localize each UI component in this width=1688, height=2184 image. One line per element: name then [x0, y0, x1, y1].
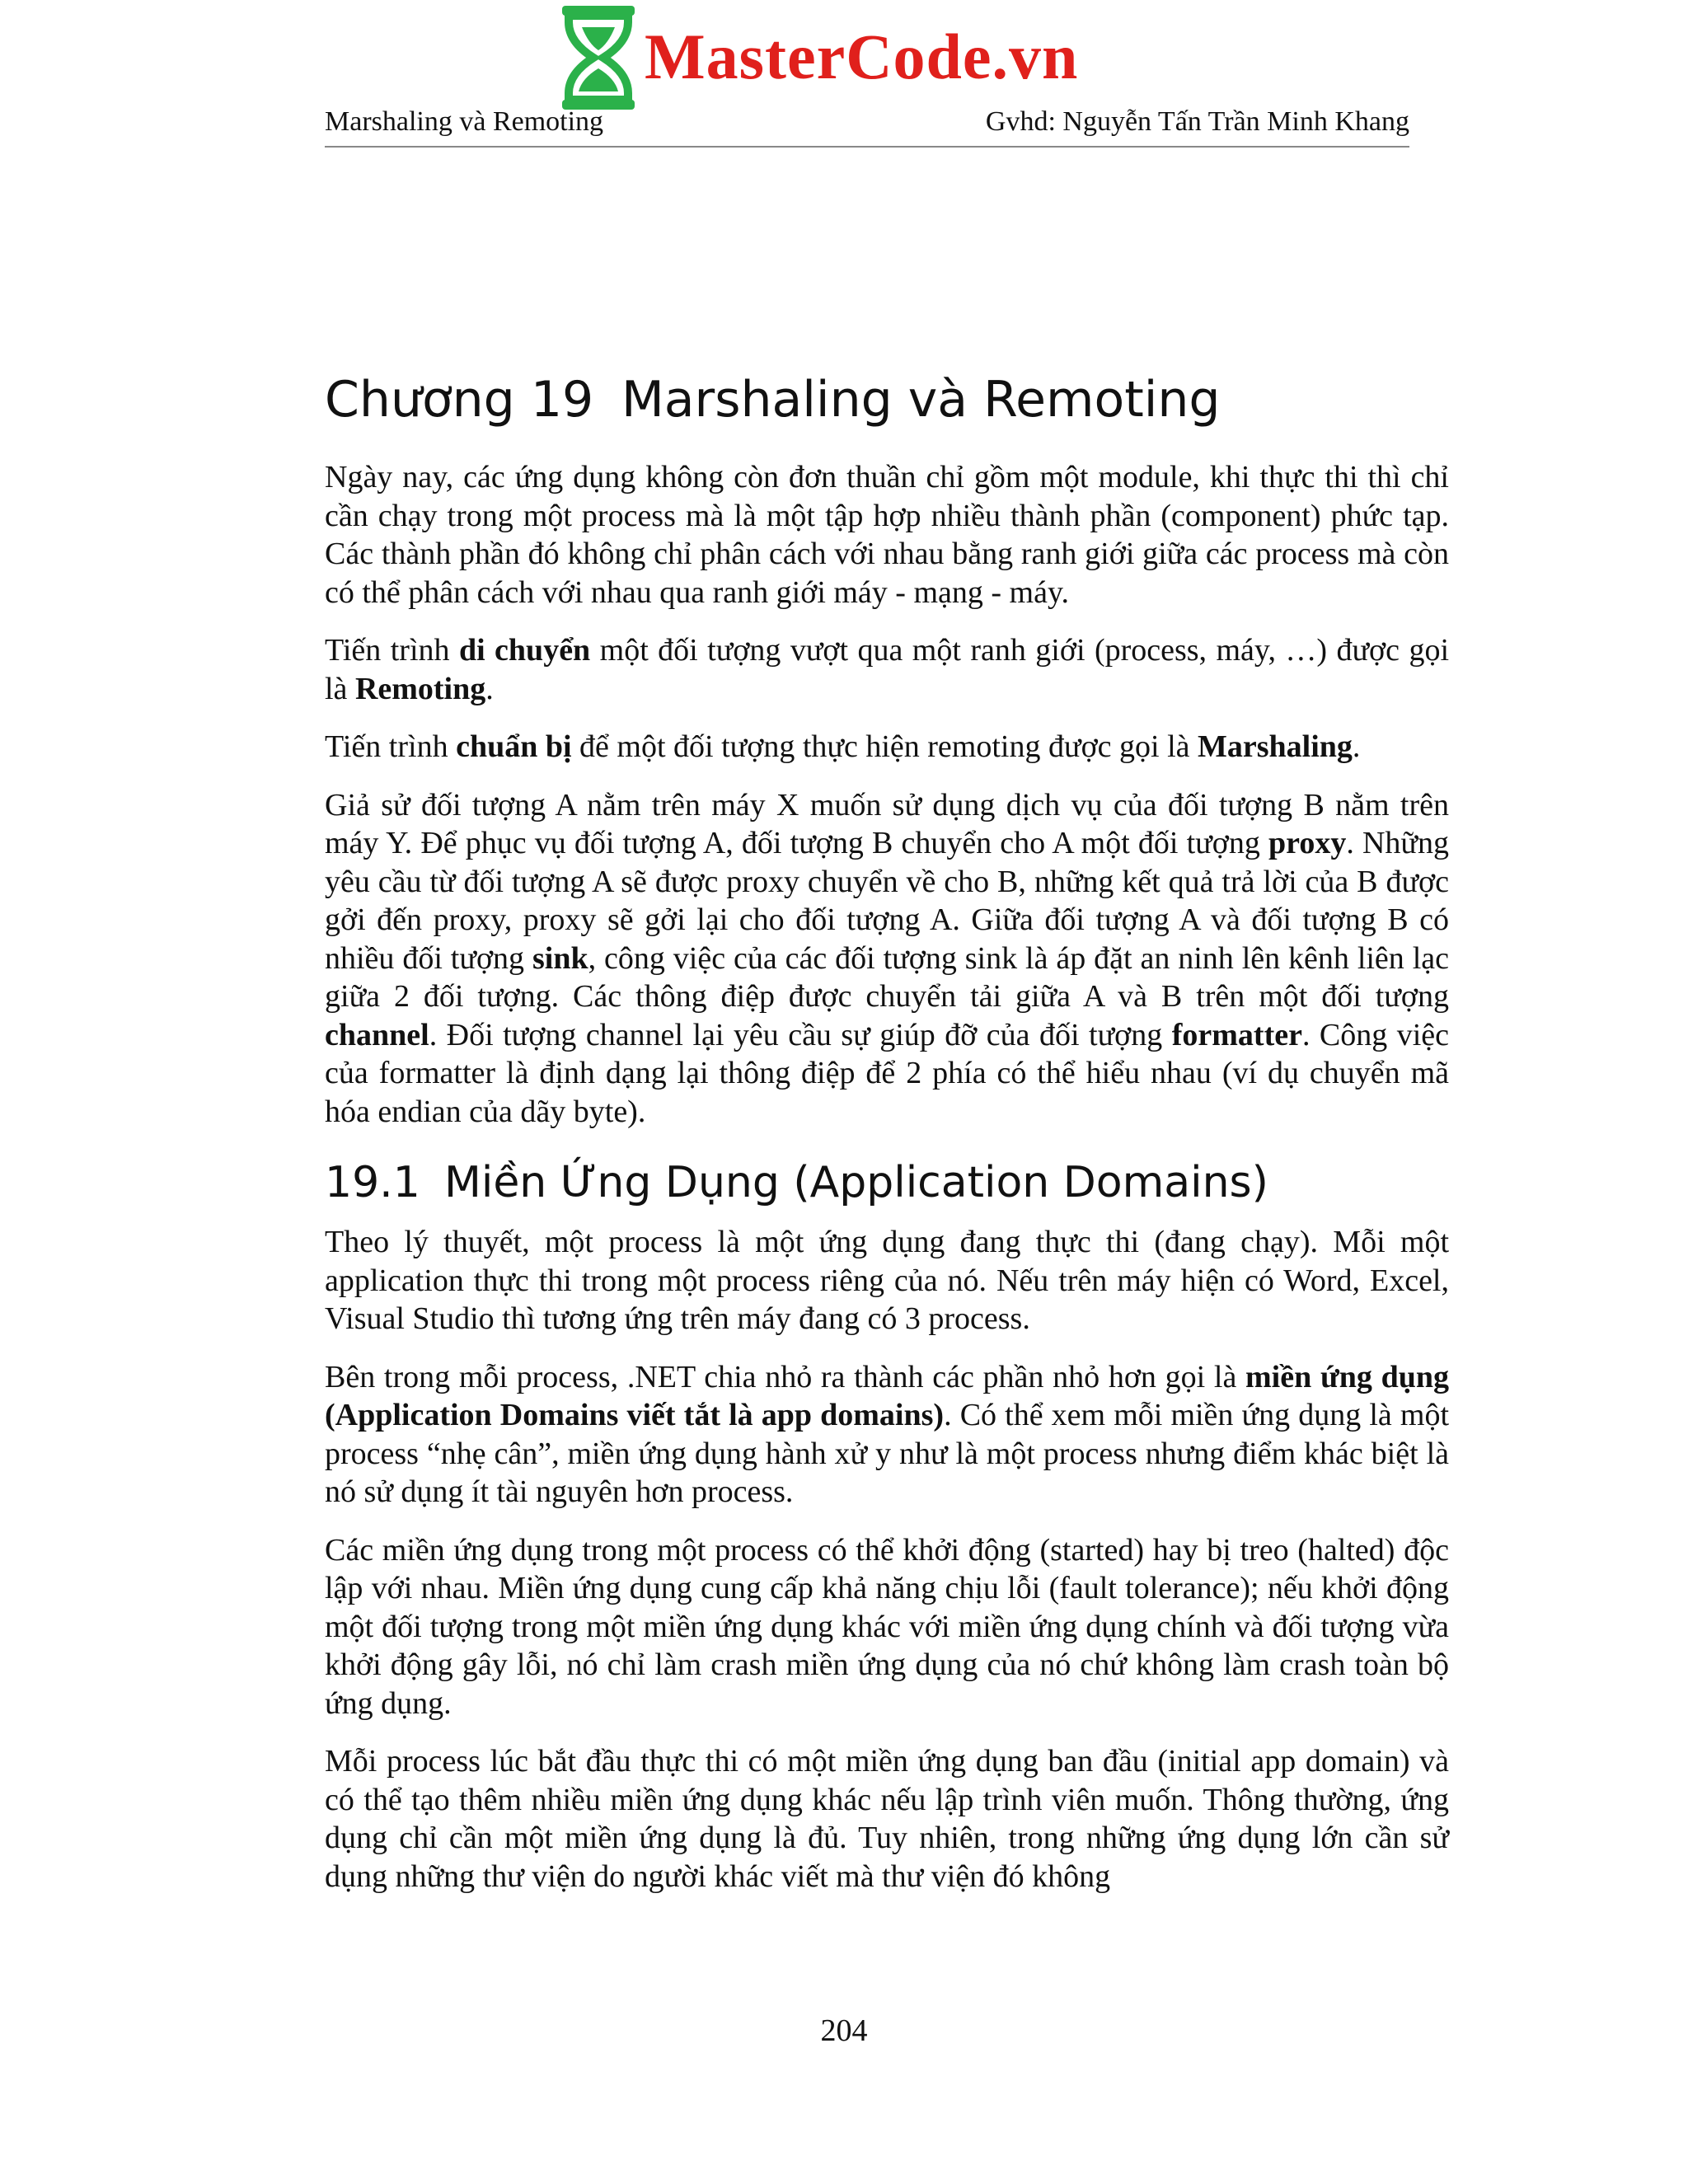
paragraph: [325, 1358, 1449, 1511]
paragraph: [325, 786, 1449, 1132]
text-run: .: [485, 671, 494, 706]
chapter-body: [325, 458, 1449, 1131]
text-run: Các miền ứng dụng trong một process có thể khởi động (started) hay bị treo (halted) độc lập với nhau. Miền ứng dụng cung cấp khả năng chịu lỗi (fault tolerance); nếu khởi động một đối tượng trong một miền ứng dụng khác với miền ứng dụng chính và đối tượng vừa khởi động gây lỗi, nó chỉ làm crash miền ứng dụng của nó chứ không làm crash toàn bộ ứng dụng.: [325, 1532, 1449, 1721]
text-run: . Những yêu cầu từ đối tượng A sẽ được proxy chuyển về cho B, những kết quả trả lời của B được gởi đến proxy, proxy sẽ gởi lại cho đối tượng A. Giữa đối tượng A và đối tượng B có nhiều đối tượng: [325, 826, 1449, 976]
text-run: Tiến trình: [325, 633, 459, 668]
page-header: [325, 103, 1409, 148]
chapter-number: Chương 19: [325, 371, 594, 429]
header-author: Gvhd: Nguyễn Tấn Trần Minh Khang: [985, 106, 1409, 137]
logo-text: MasterCode.vn: [645, 21, 1079, 92]
bold-term: Marshaling: [1198, 729, 1353, 764]
bold-term: Remoting: [354, 671, 486, 706]
paragraph: [325, 631, 1449, 708]
paragraph: [325, 458, 1449, 612]
hourglass-icon: [557, 2, 640, 113]
text-run: . Công việc của formatter là định dạng lại thông điệp để 2 phía có thể hiểu nhau (ví dụ chuyển mã hóa endian của dãy byte).: [325, 1017, 1450, 1129]
text-run: .: [1352, 729, 1361, 764]
text-run: Theo lý thuyết, một process là một ứng dụng đang thực thi (đang chạy). Mỗi một application thực thi trong một process riêng của nó. Nếu trên máy hiện có Word, Excel, Visual Studio thì tương ứng trên máy đang có 3 process.: [325, 1225, 1449, 1336]
text-run: Mỗi process lúc bắt đầu thực thi có một miền ứng dụng ban đầu (initial app domain) và có thể tạo thêm nhiều miền ứng dụng khác nếu lập trình viên muốn. Thông thường, ứng dụng chỉ cần một miền ứng dụng là đủ. Tuy nhiên, trong những ứng dụng lớn cần sử dụng những thư viện do người khác viết mà thư viện đó không: [325, 1744, 1449, 1894]
bold-term: chuẩn bị: [456, 729, 572, 764]
paragraph: [325, 728, 1449, 766]
text-run: . Đối tượng channel lại yêu cầu sự giúp đỡ của đối tượng: [429, 1017, 1172, 1052]
bold-term: channel: [325, 1017, 429, 1052]
text-run: Tiến trình: [325, 729, 457, 764]
text-run: một đối tượng vượt qua một ranh giới (process, máy, …) được gọi là: [325, 633, 1449, 706]
section-heading: [325, 1151, 1449, 1215]
paragraph: [325, 1742, 1449, 1896]
page-number: 204: [820, 2013, 868, 2048]
text-run: Bên trong mỗi process, .NET chia nhỏ ra thành các phần nhỏ hơn gọi là: [325, 1359, 1246, 1394]
chapter-title: Marshaling và Remoting: [621, 371, 1221, 429]
section-number: 19.1: [325, 1158, 420, 1207]
text-run: Ngày nay, các ứng dụng không còn đơn thuần chỉ gồm một module, khi thực thi thì chỉ cần chạy trong một process mà là một tập hợp nhiều thành phần (component) phức tạp. Các thành phần đó không chỉ phân cách với nhau bằng ranh giới giữa các process mà còn có thể phân cách với nhau qua ranh giới máy - mạng - máy.: [325, 460, 1449, 610]
bold-term: sink: [532, 940, 588, 976]
text-run: Giả sử đối tượng A nằm trên máy X muốn sử dụng dịch vụ của đối tượng B nằm trên máy Y. Để phục vụ đối tượng A, đối tượng B chuyển cho A một đối tượng: [325, 787, 1449, 860]
paragraph: [325, 1531, 1449, 1723]
bold-term: miền ứng dụng (Application Domains viết tắt là app domains): [325, 1359, 1449, 1432]
bold-term: formatter: [1171, 1017, 1302, 1052]
text-run: , công việc của các đối tượng sink là áp đặt an ninh lên kênh liên lạc giữa 2 đối tượng. Các thông điệp được chuyển tải giữa A và B trên một đối tượng: [325, 940, 1449, 1014]
chapter-heading: [325, 363, 1449, 437]
bold-term: di chuyển: [458, 633, 591, 668]
bold-term: proxy: [1268, 826, 1347, 860]
text-run: . Có thể xem mỗi miền ứng dụng là một process “nhẹ cân”, miền ứng dụng hành xử y như là một process nhưng điểm khác biệt là nó sử dụng ít tài nguyên hơn process.: [325, 1398, 1449, 1509]
section-body: [325, 1223, 1449, 1896]
section-title: Miền Ứng Dụng (Application Domains): [444, 1158, 1268, 1207]
header-title: Marshaling và Remoting: [325, 106, 604, 137]
text-run: để một đối tượng thực hiện remoting được gọi là: [571, 729, 1198, 764]
paragraph: [325, 1223, 1449, 1338]
page-content: [325, 363, 1449, 1915]
logo: [557, 0, 640, 115]
